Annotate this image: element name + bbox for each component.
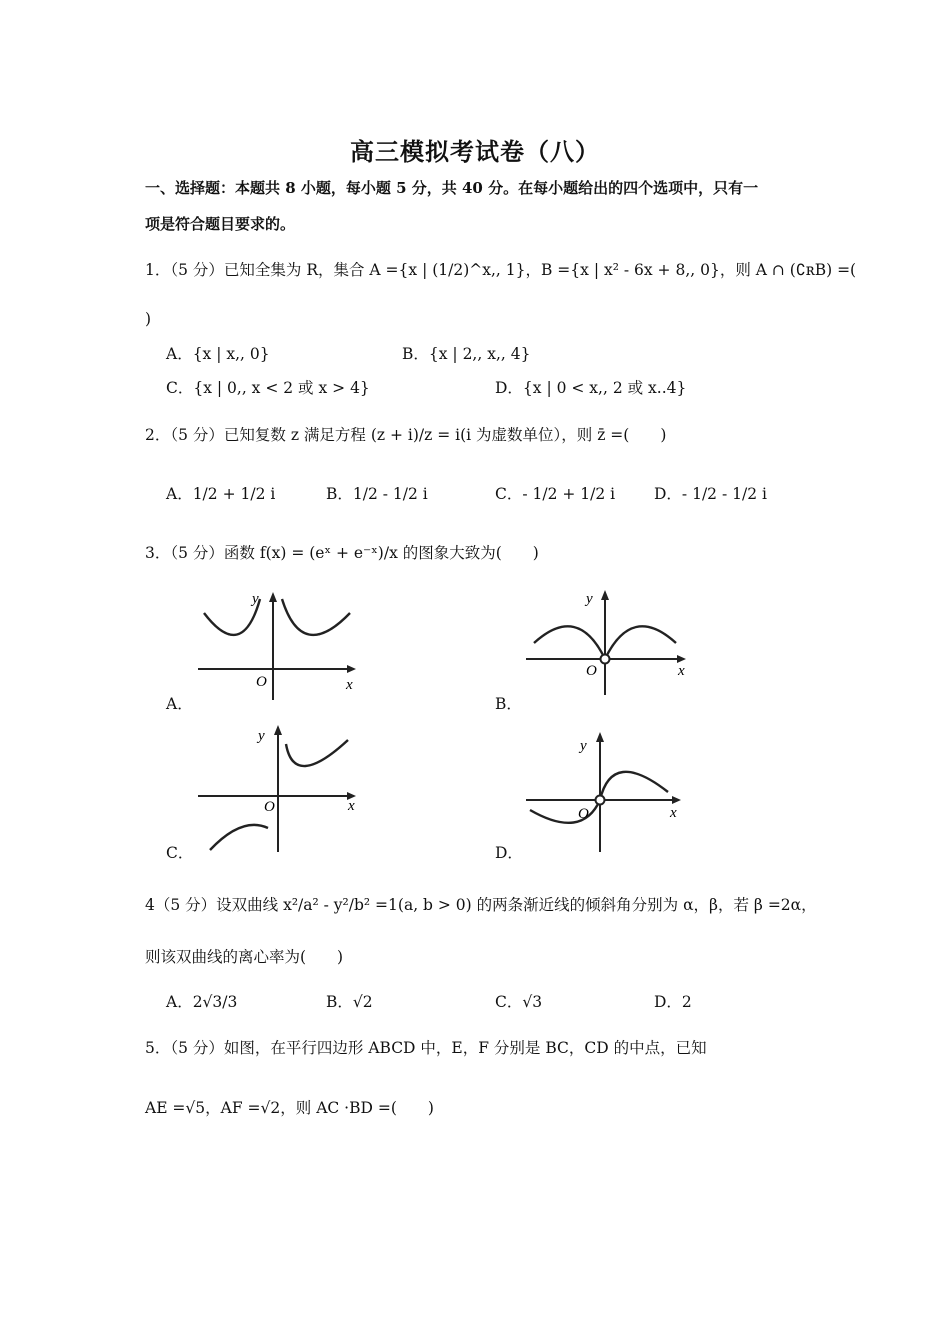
exam-title: 高三模拟考试卷（八） [350,137,600,166]
q4-option-d: D．2 [654,993,692,1011]
q4-option-a: A．2√3/3 [166,993,238,1011]
section-heading-line2: 项是符合题目要求的。 [145,215,296,233]
q2-option-a: A．1/2 + 1/2 i [166,485,276,503]
q3-stem: 3．（5 分）函数 f(x) = (eˣ + e⁻ˣ)/x 的图象大致为( ) [145,544,539,562]
q2-option-b: B．1/2 - 1/2 i [326,485,428,503]
q3-graph-d [520,730,700,855]
q2-option-d: D．- 1/2 - 1/2 i [654,485,767,503]
q5-stem: 5．（5 分）如图，在平行四边形 ABCD 中，E，F 分别是 BC，CD 的中点，已知 [145,1039,707,1057]
q1-option-a: A．{x | x,, 0} [166,345,270,363]
q4-option-c: C．√3 [495,993,543,1011]
q1-stem: 1．（5 分）已知全集为 R，集合 A ={x | (1/2)^x,, 1}，B ={x | x² - 6x + 8,, 0}，则 A ∩ (∁ʀB) =( [145,261,857,279]
q4-stem-line2: 则该双曲线的离心率为( ) [145,948,344,966]
q1-option-c: C．{x | 0,, x < 2 或 x > 4} [166,379,370,397]
q3-graph-c [190,720,370,855]
q2-option-c: C．- 1/2 + 1/2 i [495,485,616,503]
origin-label: O [264,799,275,815]
section-heading-line1: 一、选择题：本题共 8 小题，每小题 5 分，共 40 分。在每小题给出的四个选项中，只有一 [145,179,759,197]
origin-label: O [256,674,267,690]
y-axis-label: y [252,591,259,607]
q3-graph-a [190,585,370,705]
q1-stem-close: ) [145,310,152,328]
q3-graph-b [520,585,700,705]
q3-option-c: C． [166,844,194,862]
y-axis-label: y [586,591,593,607]
q1-option-d: D．{x | 0 < x,, 2 或 x..4} [495,379,687,397]
q3-option-d: D． [495,844,523,862]
q3-option-a: A． [166,695,193,713]
q4-option-b: B．√2 [326,993,373,1011]
y-axis-label: y [580,738,587,754]
x-axis-label: x [348,798,355,814]
origin-label: O [578,806,589,822]
x-axis-label: x [346,677,353,693]
x-axis-label: x [678,663,685,679]
q5-stem-line2: AE =√5，AF =√2，则 AC ·BD =( ) [145,1099,434,1117]
q3-option-b: B． [495,695,522,713]
y-axis-label: y [258,728,265,744]
q2-stem: 2．（5 分）已知复数 z 满足方程 (z + i)/z = i(i 为虚数单位），则 z̄ =( ) [145,426,667,444]
x-axis-label: x [670,805,677,821]
q1-option-b: B．{x | 2,, x,, 4} [402,345,531,363]
q4-stem: 4（5 分）设双曲线 x²/a² - y²/b² =1(a, b > 0) 的两条渐近线的倾斜角分别为 α，β，若 β =2α， [145,896,817,914]
origin-label: O [586,663,597,679]
